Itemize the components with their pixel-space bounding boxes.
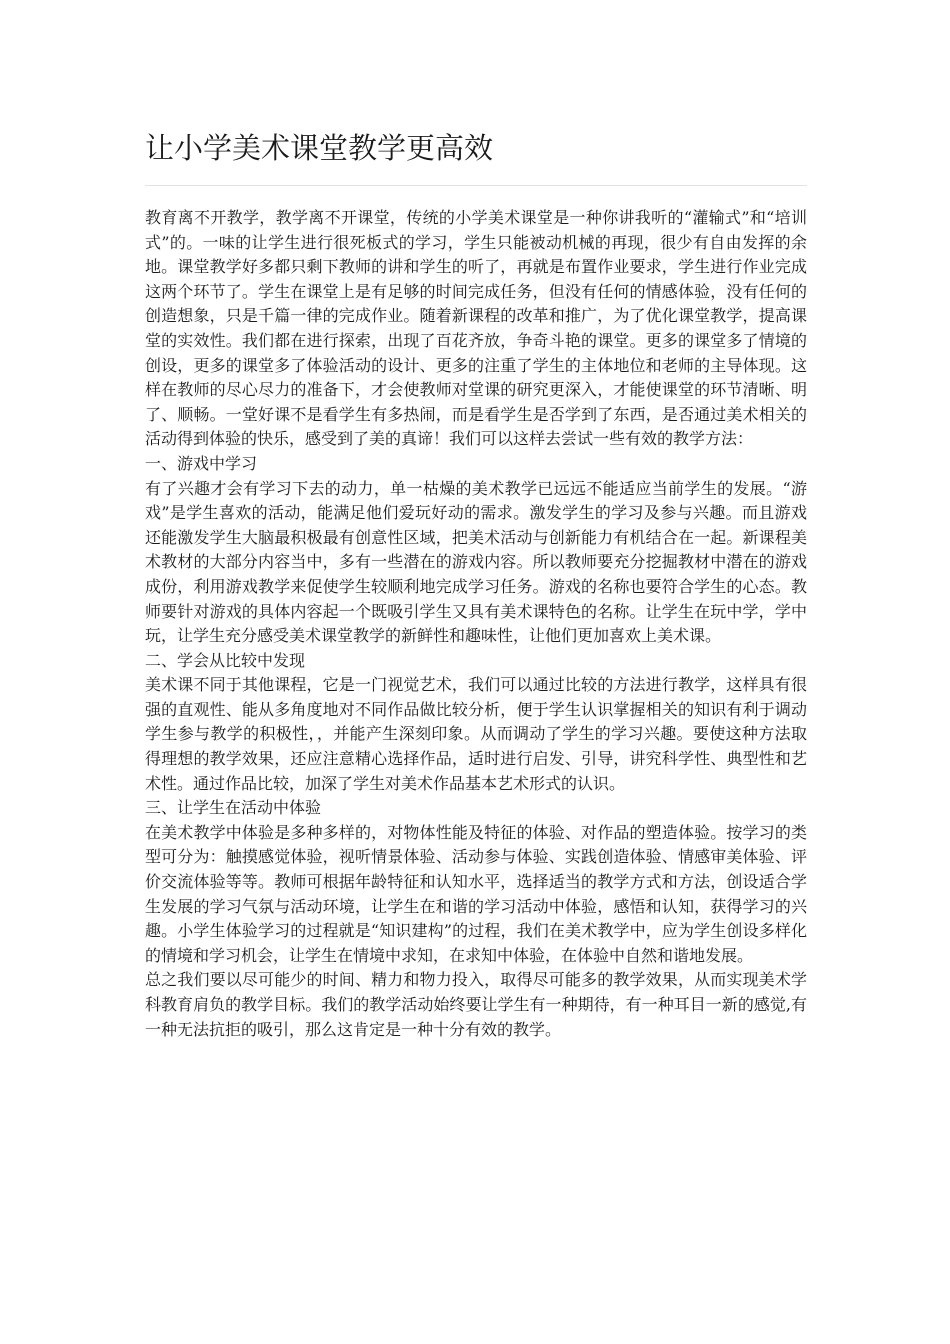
section-paragraph-activities: 在美术教学中体验是多种多样的，对物体性能及特征的体验、对作品的塑造体验。按学习的类型可分为：触摸感觉体验，视听情景体验、活动参与体验、实践创造体验、情感审美体验、评价交流体验等等。教师可根据年龄特征和认知水平，选择适当的教学方式和方法，创设适合学生发展的学习气氛与活动环境，让学生在和谐的学习活动中体验，感悟和认知，获得学习的兴趣。小学生体验学习的过程就是“知识建构”的过程，我们在美术教学中，应为学生创设多样化的情境和学习机会，让学生在情境中求知，在求知中体验，在体验中自然和谐地发展。 [145, 822, 807, 965]
section-heading-games: 一、游戏中学习 [145, 453, 258, 473]
section-heading-comparison: 二、学会从比较中发现 [145, 650, 306, 670]
conclusion-paragraph: 总之我们要以尽可能少的时间、精力和物力投入，取得尽可能多的教学效果，从而实现美术学科教育肩负的教学目标。我们的教学活动始终要让学生有一种期待，有一种耳目一新的感觉,有一种无法抗拒的吸引，那么这肯定是一种十分有效的教学。 [145, 970, 807, 1039]
document-body [145, 206, 807, 1042]
section-heading-activities: 三、让学生在活动中体验 [145, 798, 322, 818]
intro-paragraph: 教育离不开教学，教学离不开课堂，传统的小学美术课堂是一种你讲我听的“灌输式”和“培训式”的。一味的让学生进行很死板式的学习，学生只能被动机械的再现，很少有自由发挥的余地。课堂教学好多都只剩下教师的讲和学生的听了，再就是布置作业要求，学生进行作业完成这两个环节了。学生在课堂上是有足够的时间完成任务，但没有任何的情感体验，没有任何的创造想象，只是千篇一律的完成作业。随着新课程的改革和推广，为了优化课堂教学，提高课堂的实效性。我们都在进行探索，出现了百花齐放，争奇斗艳的课堂。更多的课堂多了情境的创设，更多的课堂多了体验活动的设计、更多的注重了学生的主体地位和老师的主导体现。这样在教师的尽心尽力的准备下，才会使教师对堂课的研究更深入，才能使课堂的环节清晰、明了、顺畅。一堂好课不是看学生有多热闹，而是看学生是否学到了东西，是否通过美术相关的活动得到体验的快乐，感受到了美的真谛！我们可以这样去尝试一些有效的教学方法： [145, 208, 807, 449]
title-divider [145, 185, 807, 186]
document-title: 让小学美术课堂教学更高效 [145, 131, 494, 165]
section-paragraph-comparison: 美术课不同于其他课程，它是一门视觉艺术，我们可以通过比较的方法进行教学，这样具有很强的直观性、能从多角度地对不同作品做比较分析，便于学生认识掌握相关的知识有利于调动学生参与教学的积极性，，并能产生深刻印象。从而调动了学生的学习兴趣。要使这种方法取得理想的教学效果，还应注意精心选择作品，适时进行启发、引导，讲究科学性、典型性和艺术性。通过作品比较，加深了学生对美术作品基本艺术形式的认识。 [145, 675, 807, 793]
section-paragraph-games: 有了兴趣才会有学习下去的动力，单一枯燥的美术教学已远远不能适应当前学生的发展。“游戏”是学生喜欢的活动，能满足他们爱玩好动的需求。激发学生的学习及参与兴趣。而且游戏还能激发学生大脑最积极最有创意性区域，把美术活动与创新能力有机结合在一起。新课程美术教材的大部分内容当中，多有一些潜在的游戏内容。所以教师要充分挖掘教材中潜在的游戏成份，利用游戏教学来促使学生较顺利地完成学习任务。游戏的名称也要符合学生的心态。教师要针对游戏的具体内容起一个既吸引学生又具有美术课特色的名称。让学生在玩中学，学中玩，让学生充分感受美术课堂教学的新鲜性和趣味性，让他们更加喜欢上美术课。 [145, 478, 807, 646]
